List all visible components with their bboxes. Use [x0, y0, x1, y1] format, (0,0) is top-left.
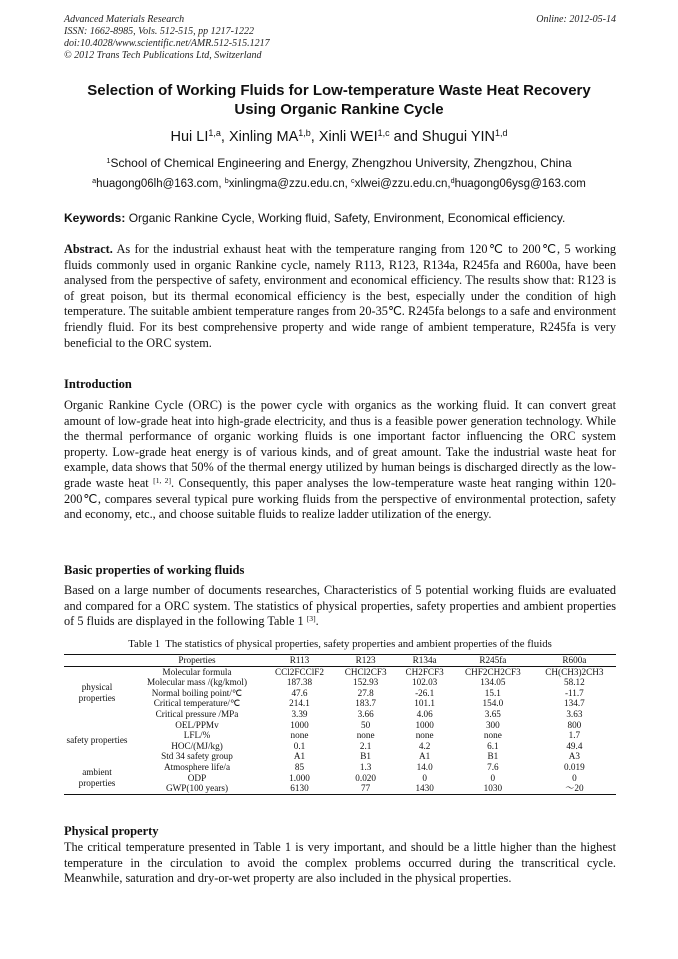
abstract — [64, 242, 616, 351]
table-cell: B1 — [487, 751, 499, 762]
author-separator: , — [310, 129, 319, 145]
journal-name: Advanced Materials Research — [64, 14, 185, 25]
table-cell: 0.1 — [293, 740, 306, 751]
author-affil-mark: 1,c — [377, 128, 390, 139]
table-cell: 14.0 — [416, 761, 433, 772]
keywords-text: Organic Rankine Cycle, Working fluid, Safety, Environment, Economical efficiency. — [125, 211, 566, 225]
table-cell: HOC/(MJ/kg) — [171, 740, 223, 751]
basic-properties-text-cont: . — [315, 614, 319, 629]
table-cell: CCl2FCClF2 — [274, 666, 324, 677]
email-mark: b — [224, 177, 229, 186]
abstract-label: Abstract. — [64, 242, 113, 256]
table-cell: 6.1 — [487, 740, 499, 751]
table-header-cell: Properties — [178, 655, 216, 665]
basic-properties-paragraph — [64, 583, 616, 630]
table-cell: 134.05 — [480, 677, 506, 688]
table-header-cell: R123 — [355, 655, 376, 665]
table-cell: 187.38 — [286, 677, 313, 688]
table-cell: 0 — [490, 772, 496, 783]
title-line-2: Using Organic Rankine Cycle — [234, 101, 444, 118]
author-affil-mark: 1,d — [495, 128, 508, 139]
issn: ISSN: 1662-8985, Vols. 512-515, pp 1217-1222 — [64, 26, 254, 37]
table-cell: 0.020 — [355, 772, 376, 783]
author-separator: , — [220, 129, 229, 145]
table-cell: -26.1 — [415, 687, 435, 698]
author-separator: and — [389, 129, 422, 145]
table-cell: A1 — [419, 751, 431, 762]
table-cell: 102.03 — [412, 677, 438, 688]
table-cell: Molecular formula — [162, 666, 232, 677]
table-row — [64, 698, 616, 709]
table-cell: 1030 — [483, 783, 503, 794]
table-cell: 183.7 — [355, 698, 376, 709]
table-cell: 0 — [572, 772, 577, 783]
table-cell: 152.93 — [353, 677, 379, 688]
table-cell: 58.12 — [564, 677, 585, 688]
email-mark: d — [450, 177, 455, 186]
table-row — [64, 688, 616, 699]
table-cell: 27.8 — [357, 687, 374, 698]
table-cell: Std 34 safety group — [161, 751, 233, 762]
table-cell: 1.000 — [289, 772, 310, 783]
table-cell: 1.3 — [359, 761, 372, 772]
paper-title — [60, 81, 618, 119]
table-cell: 2.1 — [359, 740, 372, 751]
email-list — [60, 177, 618, 192]
basic-properties-text: Based on a large number of documents researches, Characteristics of 5 potential working fluids are evaluated and compared for a ORC system. The statistics of physical properties, safety properties and ambient properties of 5 fluids are displayed in the following Table 1 — [64, 583, 616, 629]
author-list — [60, 128, 618, 146]
table-cell: 214.1 — [289, 698, 310, 709]
copyright: © 2012 Trans Tech Publications Ltd, Switzerland — [64, 50, 262, 61]
email-link[interactable]: huagong06ysg@163.com — [454, 178, 586, 190]
table-cell: Critical pressure /MPa — [155, 708, 239, 719]
author-name: Xinling MA — [228, 129, 299, 145]
table-row — [64, 751, 616, 762]
properties-table — [64, 654, 616, 795]
author-name: Shugui YIN — [421, 129, 495, 145]
table-cell: none — [356, 730, 375, 741]
online-date: Online: 2012-05-14 — [536, 14, 616, 25]
table-header-cell: R113 — [289, 655, 310, 665]
journal-header — [64, 14, 616, 62]
section-heading-physical-property: Physical property — [64, 824, 159, 838]
table-cell: 1000 — [290, 719, 309, 730]
table-cell: 3.63 — [566, 708, 583, 719]
table-cell: 0.019 — [564, 761, 585, 772]
table-cell: 101.1 — [414, 698, 435, 709]
table-cell: 7.6 — [487, 761, 499, 772]
table-cell: 1000 — [415, 719, 434, 730]
table-cell: CH2FCF3 — [405, 666, 444, 677]
table-cell: 3.65 — [484, 708, 501, 719]
citation-ref[interactable]: [3] — [306, 614, 316, 623]
table-cell: 15.1 — [484, 687, 501, 698]
abstract-text: As for the industrial exhaust heat with the temperature ranging from 120℃ to 200℃, 5 working fluids commonly used in organic Rankine cycle, namely R113, R123, R134a, R245fa and R600a, have been analysed from the perspective of safety, environment and economical efficiency. The results show that: R123 is of great poison, but its thermal economical efficiency is the best, especially under the condition of high temperature. The suitable ambient temperature ranges from 20-35℃. R245fa belongs to a safe and environment friendly fluid. For its best comprehensive property and wide range of ambient temperature, R245fa is very beneficial to the ORC system. — [64, 242, 616, 350]
table-cell: A3 — [568, 751, 580, 762]
table-cell: 300 — [485, 719, 500, 730]
email-mark: c — [351, 177, 355, 186]
table-cell: Critical temperature/℃ — [153, 698, 241, 709]
keywords — [64, 211, 616, 226]
author-affil-mark: 1,a — [208, 128, 221, 139]
table-row — [64, 677, 616, 688]
table-cell: CHCl2CF3 — [344, 666, 387, 677]
section-heading-basic-properties: Basic properties of working fluids — [64, 563, 245, 577]
table-header-cell: R245fa — [479, 655, 507, 665]
table-cell: Molecular mass /(kg/kmol) — [146, 677, 248, 688]
table-header-blank — [64, 655, 130, 667]
section-heading-introduction: Introduction — [64, 377, 132, 391]
table-cell: 1.7 — [568, 730, 581, 741]
table-cell: Normal boiling point/℃ — [151, 687, 243, 698]
table-cell: 4.2 — [418, 740, 431, 751]
table-caption: Table 1 The statistics of physical properties, safety properties and ambient properties of the fluids — [128, 638, 552, 650]
table-cell: CH(CH3)2CH3 — [545, 666, 604, 677]
table-cell: 49.4 — [566, 740, 583, 751]
table-cell: 3.66 — [357, 708, 374, 719]
table-group-label: ambient properties — [78, 766, 116, 788]
table-cell: GWP(100 years) — [166, 783, 228, 794]
table-cell: 134.7 — [564, 698, 585, 709]
title-line-1: Selection of Working Fluids for Low-temperature Waste Heat Recovery — [87, 82, 591, 99]
table-cell: 77 — [361, 783, 371, 794]
introduction-paragraph — [64, 398, 616, 523]
table-cell: 800 — [567, 719, 582, 730]
introduction-text: Organic Rankine Cycle (ORC) is the power cycle with organics as the working fluid. It can convert great amount of low-grade heat into high-grade electricity, and thus is a feasible power generation technology. While the thermal performance of organic working fluids is one important factor influencing the ORC system property. Low-grade heat energy is of various kinds, and of great amount. Take the industrial waste heat for example, data shows that 50% of the thermal energy utilized by human beings is discharged directly as the low-grade waste heat — [64, 398, 616, 490]
table-row — [64, 762, 616, 773]
doi: doi:10.4028/www.scientific.net/AMR.512-515.1217 — [64, 38, 270, 49]
table-group-label: safety properties — [66, 735, 128, 746]
table-cell: 4.06 — [416, 708, 433, 719]
table-cell: -11.7 — [564, 687, 584, 698]
table-cell: CHF2CH2CF3 — [465, 666, 521, 677]
table-cell: 47.6 — [291, 687, 308, 698]
table-header-cell: R134a — [412, 655, 437, 665]
physical-property-paragraph: The critical temperature presented in Table 1 is very important, and should be a little higher than the highest temperature in the circulation to avoid the complex problems occurred during the transcritical cycle. Meanwhile, saturation and dry-or-wet property are also included in the physical properties. — [64, 840, 616, 886]
author-name: Xinli WEI — [318, 129, 378, 145]
author-name: Hui LI — [170, 129, 209, 145]
table-cell: B1 — [360, 751, 371, 762]
table-cell: 3.39 — [291, 708, 308, 719]
table-cell: 154.0 — [482, 698, 504, 709]
table-cell: ～20 — [565, 783, 584, 794]
email-link[interactable]: xlwei@zzu.edu.cn, — [354, 178, 451, 190]
table-cell: OEL/PPMv — [175, 719, 219, 730]
table-cell: 85 — [294, 761, 305, 772]
table-cell: 1430 — [415, 783, 434, 794]
affiliation — [60, 156, 618, 171]
table-cell: 6130 — [290, 783, 309, 794]
table-row — [64, 720, 616, 731]
table-cell: none — [290, 730, 309, 741]
table-cell: ODP — [187, 772, 207, 783]
email-link[interactable]: xinlingma@zzu.edu.cn, — [228, 178, 352, 190]
table-row — [64, 666, 616, 677]
table-header-row — [64, 655, 616, 667]
table-cell: none — [483, 730, 502, 741]
email-link[interactable]: huagong06lh@163.com, — [96, 178, 225, 190]
table-row — [64, 783, 616, 794]
table-cell: LFL/% — [183, 730, 211, 741]
table-row — [64, 709, 616, 720]
table-cell: 0 — [422, 772, 427, 783]
affiliation-mark: 1 — [106, 155, 111, 165]
table-cell: 50 — [361, 719, 371, 730]
email-mark: a — [92, 177, 97, 186]
citation-ref[interactable]: [1, 2] — [153, 475, 172, 485]
keywords-label: Keywords: — [64, 211, 126, 225]
table-row — [64, 730, 616, 741]
table-header-cell: R600a — [562, 655, 587, 665]
affiliation-text: School of Chemical Engineering and Energy, Zhengzhou University, Zhengzhou, China — [110, 156, 572, 170]
introduction-text-cont: . Consequently, this paper analyses the low-temperature waste heat ranging within 120-200℃, compares several typical pure working fluids from the perspective of environmental protection, safety and economy, etc., and choose suitable fluids to realize ladder utilization of the energy. — [64, 475, 617, 522]
author-affil-mark: 1,b — [298, 128, 311, 139]
table-row — [64, 773, 616, 784]
table-cell: Atmosphere life/a — [163, 761, 231, 772]
table-cell: A1 — [293, 751, 306, 762]
table-cell: none — [415, 730, 434, 741]
table-group-label: physical properties — [78, 682, 116, 704]
table-row — [64, 741, 616, 752]
